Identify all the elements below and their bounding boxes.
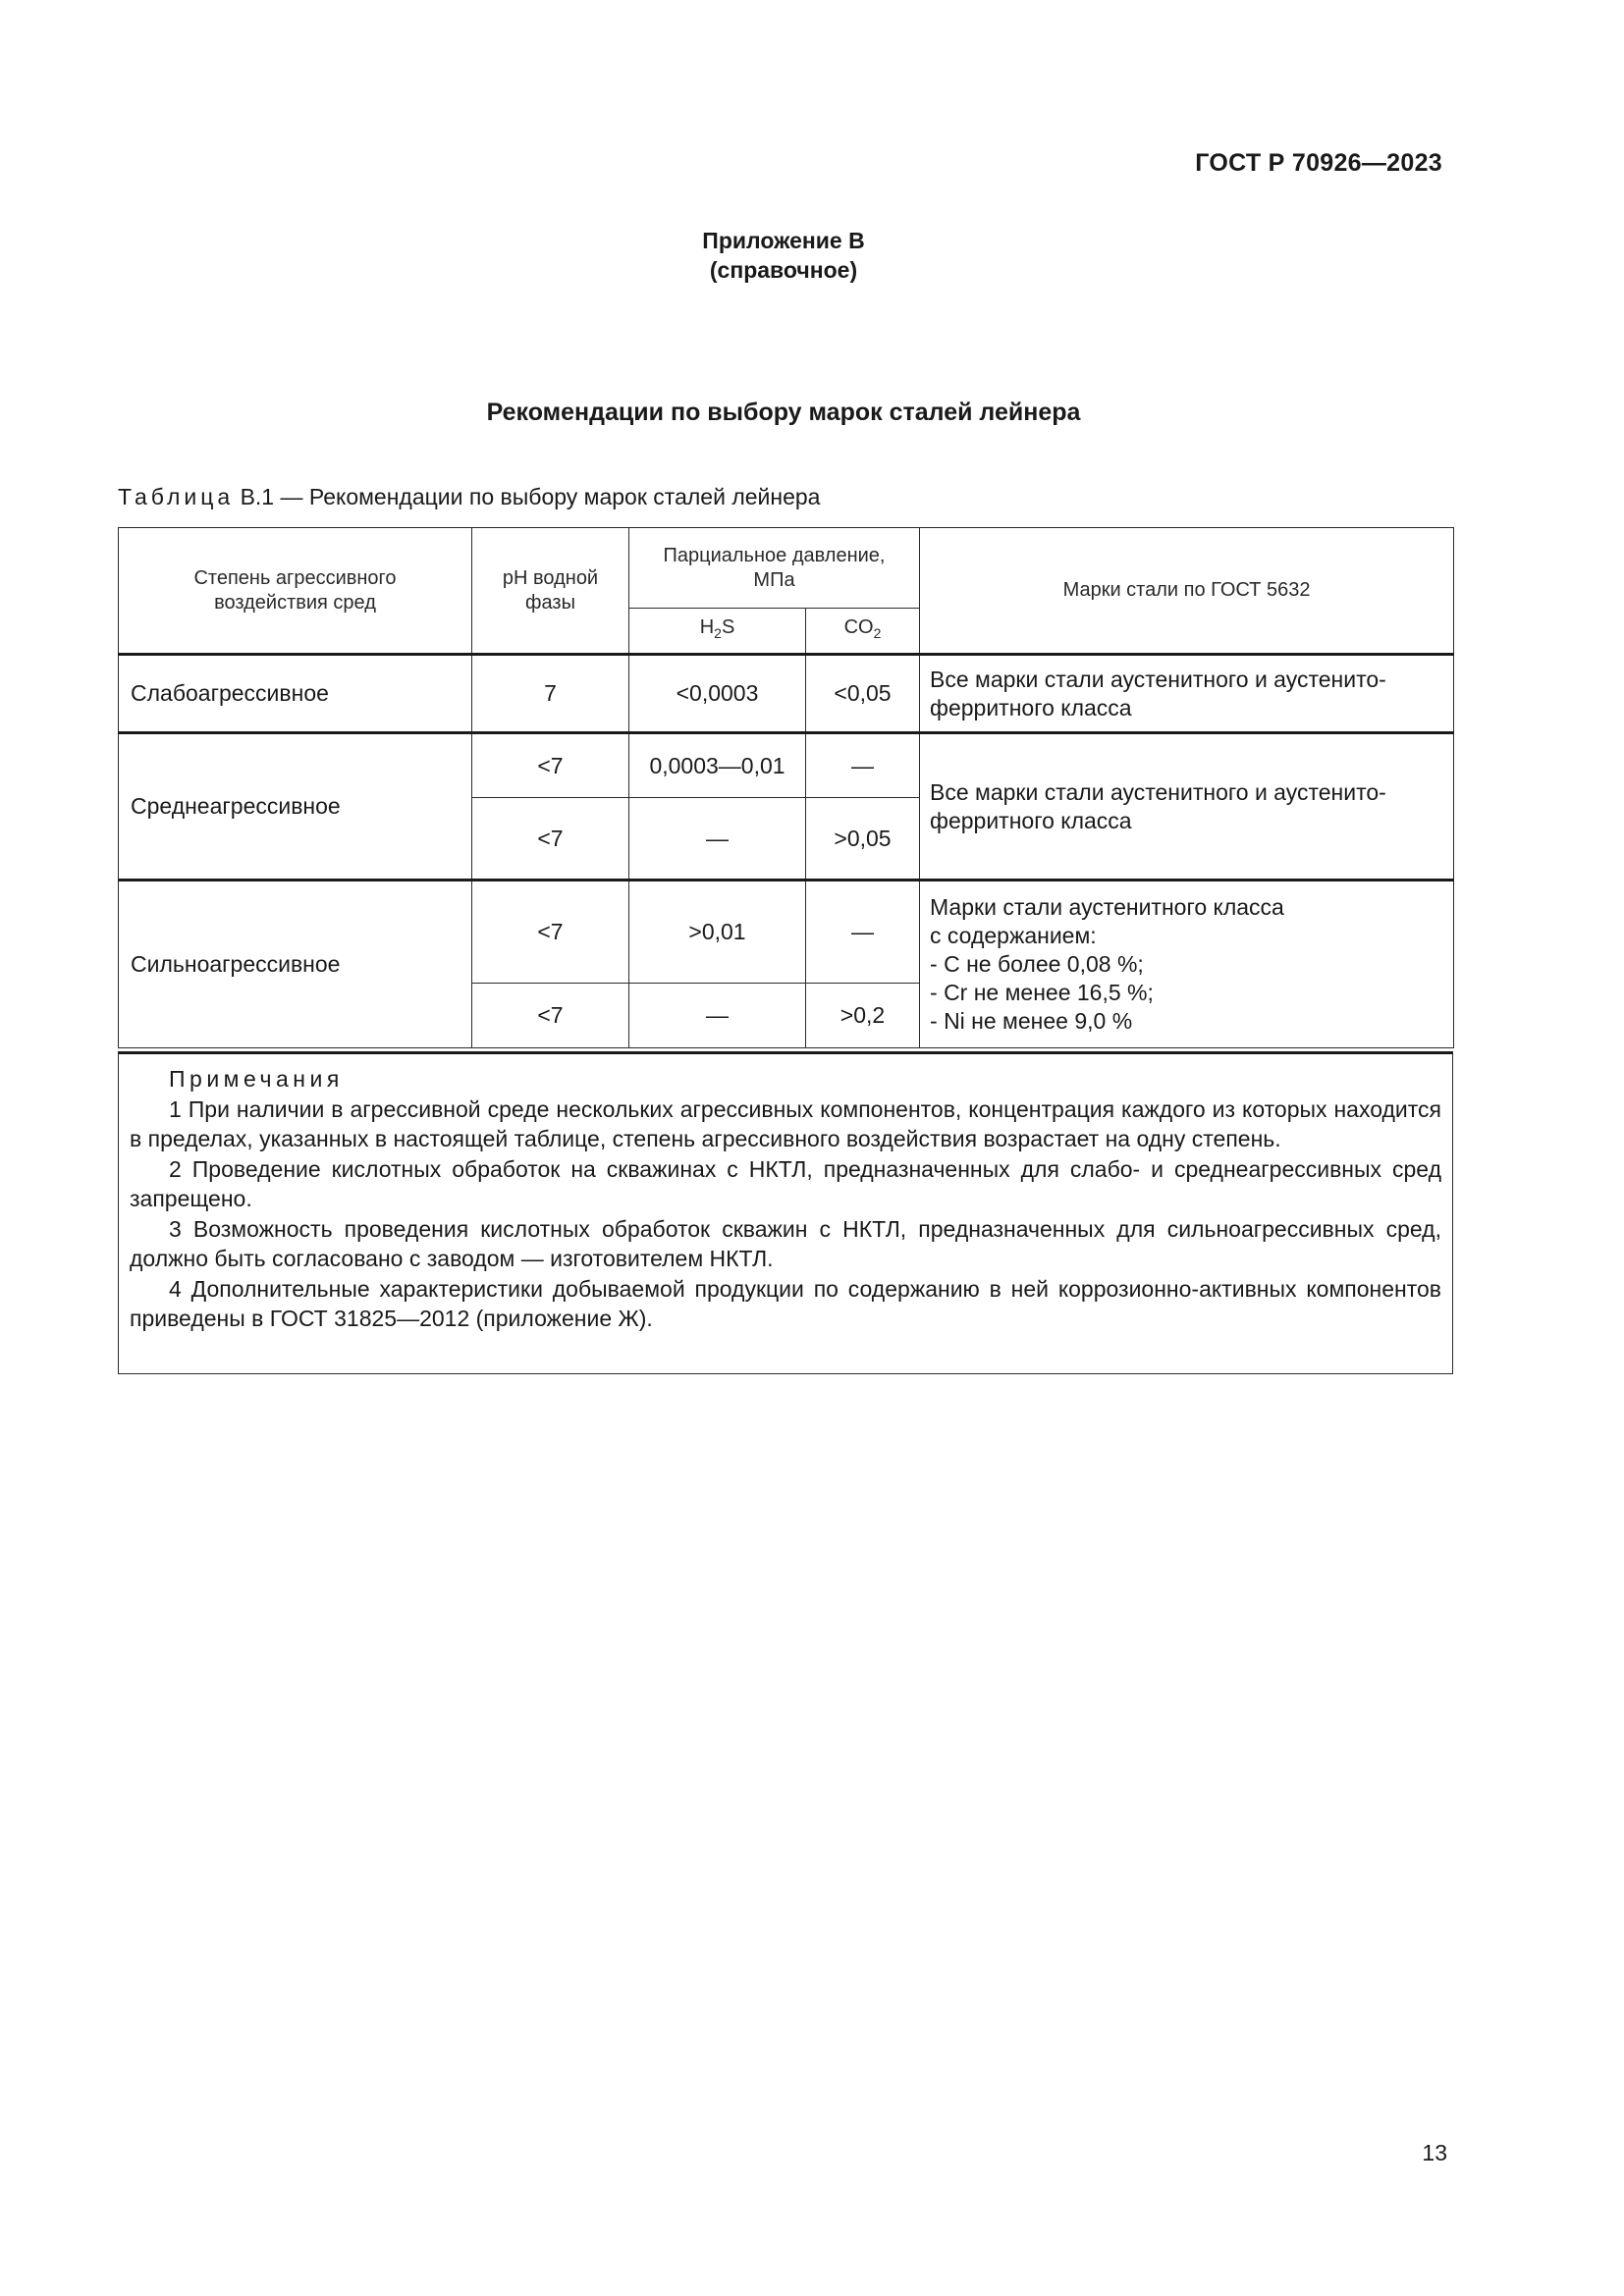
document-code: ГОСТ Р 70926—2023 <box>1195 149 1442 177</box>
header-steel-grades: Марки стали по ГОСТ 5632 <box>920 528 1454 655</box>
steel-line: - Ni не менее 9,0 % <box>930 1008 1133 1034</box>
h2s-symbol: H <box>699 616 715 638</box>
header-partial-pressure: Парциальное давление, МПа <box>629 528 920 609</box>
h2s-cell: — <box>629 798 806 881</box>
degree-cell: Слабоагрессивное <box>119 655 472 733</box>
co2-symbol: CO <box>843 616 874 638</box>
note-item: 3 Возможность проведения кислотных обработок скважин с НКТЛ, предназначенных для сильноагрессивных сред, должно быть согласовано с заводом — изготовителем НКТЛ. <box>130 1215 1441 1271</box>
appendix-heading <box>0 226 1567 285</box>
table-caption <box>118 484 820 510</box>
steel-line: Марки стали аустенитного класса <box>930 894 1284 920</box>
h2s-symbol-tail: S <box>721 616 735 638</box>
steel-recommendation-table <box>118 527 1454 1048</box>
notes-heading: Примечания <box>169 1066 344 1092</box>
steel-cell <box>920 881 1454 1048</box>
header-h2s <box>629 609 806 655</box>
table-header-row <box>119 528 1454 609</box>
appendix-subtitle: (справочное) <box>709 257 858 283</box>
steel-line: - Cr не менее 16,5 %; <box>930 980 1154 1005</box>
steel-line: Все марки стали аустенитного и аустенито- <box>930 666 1386 692</box>
ph-cell: <7 <box>472 881 629 984</box>
degree-cell: Сильноагрессивное <box>119 881 472 1048</box>
steel-line: - С не более 0,08 %; <box>930 951 1144 977</box>
co2-cell: <0,05 <box>806 655 920 733</box>
page-number: 13 <box>1422 2140 1447 2165</box>
note-item: 1 При наличии в агрессивной среде нескольких агрессивных компонентов, концентрация каждого из которых находится в пределах, указанных в настоящей таблице, степень агрессивного воздействия возрастает на одну степень. <box>130 1095 1441 1151</box>
co2-cell: — <box>806 881 920 984</box>
h2s-cell: <0,0003 <box>629 655 806 733</box>
table-caption-text: В.1 — Рекомендации по выбору марок сталей лейнера <box>240 484 821 509</box>
h2s-cell: — <box>629 984 806 1048</box>
co2-cell: — <box>806 733 920 798</box>
table-notes <box>118 1051 1453 1374</box>
steel-line: ферритного класса <box>930 807 1132 833</box>
co2-cell: >0,2 <box>806 984 920 1048</box>
table-caption-label: Таблица <box>118 484 235 509</box>
ph-cell: <7 <box>472 984 629 1048</box>
steel-line: с содержанием: <box>930 923 1097 948</box>
h2s-subscript: 2 <box>714 625 722 641</box>
steel-line: Все марки стали аустенитного и аустенито- <box>930 778 1386 805</box>
steel-cell <box>920 655 1454 733</box>
ph-cell: 7 <box>472 655 629 733</box>
table-row <box>119 881 1454 984</box>
steel-cell <box>920 733 1454 881</box>
steel-line: ферритного класса <box>930 694 1132 721</box>
ph-cell: <7 <box>472 733 629 798</box>
appendix-title: Приложение В <box>702 228 865 253</box>
degree-cell: Среднеагрессивное <box>119 733 472 881</box>
table-row <box>119 655 1454 733</box>
co2-subscript: 2 <box>873 625 882 641</box>
h2s-cell: 0,0003—0,01 <box>629 733 806 798</box>
header-ph: pH водной фазы <box>472 528 629 655</box>
co2-cell: >0,05 <box>806 798 920 881</box>
section-title: Рекомендации по выбору марок сталей лейнера <box>486 399 1081 426</box>
header-degree: Степень агрессивного воздействия сред <box>119 528 472 655</box>
h2s-cell: >0,01 <box>629 881 806 984</box>
note-item: 2 Проведение кислотных обработок на скважинах с НКТЛ, предназначенных для слабо- и среднеагрессивных сред запрещено. <box>130 1155 1441 1211</box>
header-co2 <box>806 609 920 655</box>
table-row <box>119 733 1454 798</box>
note-item: 4 Дополнительные характеристики добываемой продукции по содержанию в ней коррозионно-активных компонентов приведены в ГОСТ 31825—2012 (приложение Ж). <box>130 1275 1441 1331</box>
ph-cell: <7 <box>472 798 629 881</box>
